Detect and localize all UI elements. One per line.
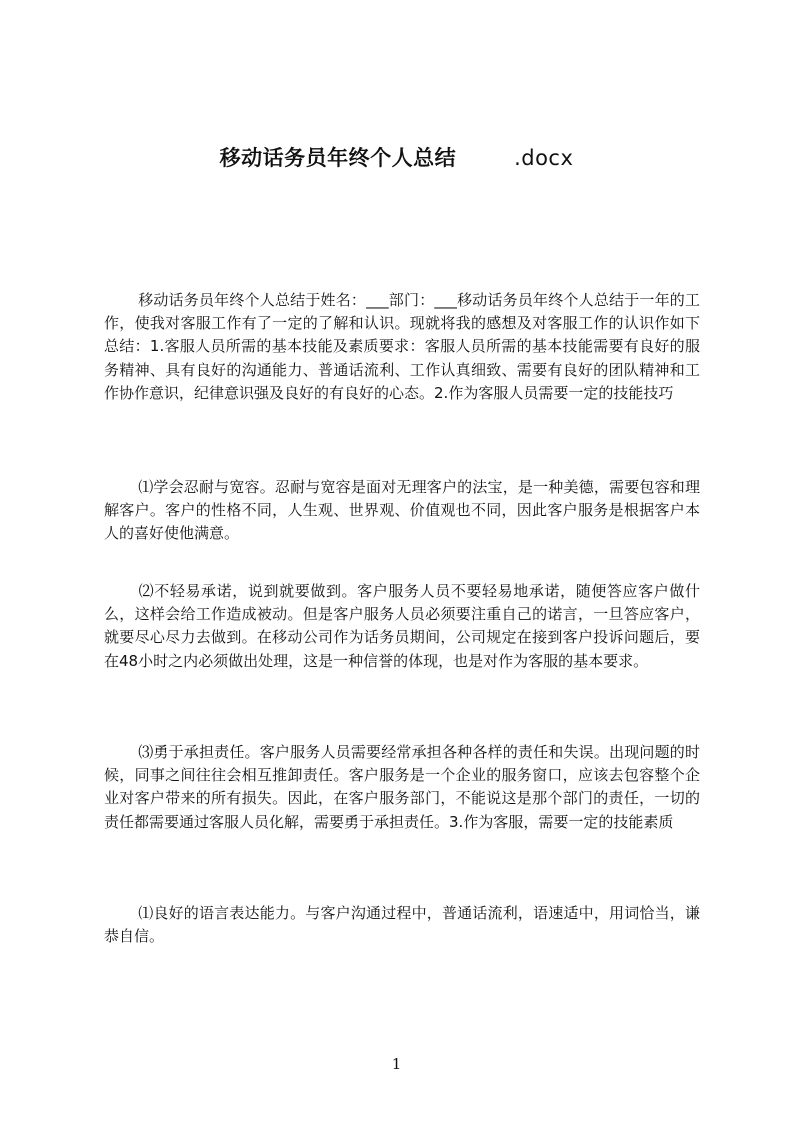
page-number: 1 xyxy=(391,1055,402,1073)
paragraph-3 xyxy=(104,580,700,673)
paragraph-1 xyxy=(104,289,700,405)
paragraph-5-text: ⑴良好的语言表达能力。与客户沟通过程中，普通话流利，语速适中，用词恰当，谦恭自信。 xyxy=(104,904,700,946)
paragraph-2 xyxy=(104,476,700,546)
paragraph-2-text: ⑴学会忍耐与宽容。忍耐与宽容是面对无理客户的法宝，是一种美德，需要包容和理解客户。客户的性格不同，人生观、世界观、价值观也不同，因此客户服务是根据客户本人的喜好使他满意。 xyxy=(104,478,700,543)
paragraph-3-text: ⑵不轻易承诺，说到就要做到。客户服务人员不要轻易地承诺，随便答应客户做什么，这样会给工作造成被动。但是客户服务人员必须要注重自己的诺言，一旦答应客户，就要尽心尽力去做到。在移动公司作为话务员期间，公司规定在接到客户投诉问题后，要在48小时之内必须做出处理，这是一种信誉的体现，也是对作为客服的基本要求。 xyxy=(104,582,700,670)
document-title-extension: .docx xyxy=(514,146,574,170)
paragraph-4 xyxy=(104,741,700,834)
paragraph-4-text: ⑶勇于承担责任。客户服务人员需要经常承担各种各样的责任和失误。出现问题的时候，同事之间往往会相互推卸责任。客户服务是一个企业的服务窗口，应该去包容整个企业对客户带来的所有损失。因此，在客户服务部门，不能说这是那个部门的责任，一切的责任都需要通过客服人员化解，需要勇于承担责任。3.作为客服，需要一定的技能素质 xyxy=(104,743,700,831)
document-title xyxy=(0,142,793,172)
paragraph-5 xyxy=(104,902,700,948)
paragraph-1-text: 移动话务员年终个人总结于姓名：___部门：___移动话务员年终个人总结于一年的工作，使我对客服工作有了一定的了解和认识。现就将我的感想及对客服工作的认识作如下总结：1.客服人员所需的基本技能及素质要求：客服人员所需的基本技能需要有良好的服务精神、具有良好的沟通能力、普通话流利、工作认真细致、需要有良好的团队精神和工作协作意识，纪律意识强及良好的有良好的心态。2.作为客服人员需要一定的技能技巧 xyxy=(104,291,700,402)
document-title-text: 移动话务员年终个人总结 xyxy=(219,146,457,170)
